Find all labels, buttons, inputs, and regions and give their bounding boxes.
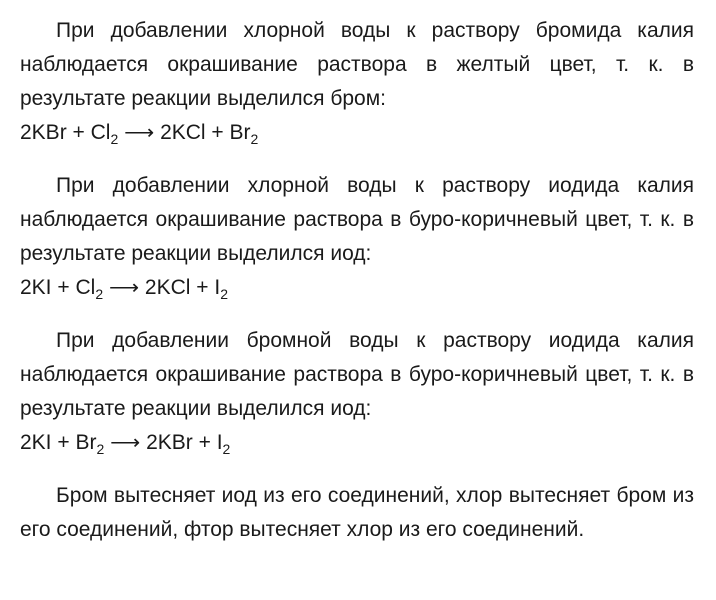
eq-reactant: Br — [75, 431, 97, 454]
document-body — [20, 14, 694, 547]
eq-arrow: ⟶ — [108, 276, 140, 299]
paragraph-chlorine-iodide: При добавлении хлорной воды к раствору иодида калия наблюдается окрашивание раствора в буро-коричневый цвет, т. к. в результате реакции выделился иод: — [20, 174, 694, 265]
eq-reactant: 2KBr — [20, 121, 67, 144]
eq-subscript: 2 — [222, 441, 231, 457]
paragraph-bromine-iodide: При добавлении бромной воды к раствору иодида калия наблюдается окрашивание раствора в буро-коричневый цвет, т. к. в результате реакции выделился иод: — [20, 329, 694, 420]
eq-product: 2KCl — [160, 121, 206, 144]
eq-product: 2KCl — [144, 276, 191, 299]
eq-subscript: 2 — [96, 441, 105, 457]
eq-product: I — [216, 431, 223, 454]
eq-subscript: 2 — [250, 131, 259, 147]
eq-product: I — [214, 276, 221, 299]
eq-subscript: 2 — [220, 286, 229, 302]
eq-reactant: Cl — [75, 276, 96, 299]
paragraph-chlorine-bromide: При добавлении хлорной воды к раствору бромида калия наблюдается окрашивание раствора в желтый цвет, т. к. в результате реакции выделился бром: — [20, 19, 694, 110]
paragraph-conclusion: Бром вытесняет иод из его соединений, хлор вытесняет бром из его соединений, фтор вытесняет хлор из его соединений. — [20, 484, 694, 541]
eq-product: 2KBr — [146, 431, 193, 454]
eq-arrow: ⟶ — [110, 431, 141, 454]
equation-chlorine-bromide: $2KBr + Cl_2$ ⟶ $2KCl + Br_2$ — [20, 121, 259, 147]
eq-reactant: Cl — [90, 121, 111, 144]
eq-product: Br — [229, 121, 251, 144]
eq-reactant: 2KI — [20, 276, 52, 299]
eq-subscript: 2 — [110, 131, 119, 147]
equation-bromine-iodide: $2KI + Br_2$ ⟶ $2KBr + I_2$ — [20, 431, 231, 457]
eq-arrow: ⟶ — [124, 121, 155, 144]
eq-reactant: 2KI — [20, 431, 52, 454]
eq-subscript: 2 — [95, 286, 104, 302]
equation-chlorine-iodide: $2KI + Cl_2$ ⟶ $2KCl + I_2$ — [20, 276, 229, 302]
